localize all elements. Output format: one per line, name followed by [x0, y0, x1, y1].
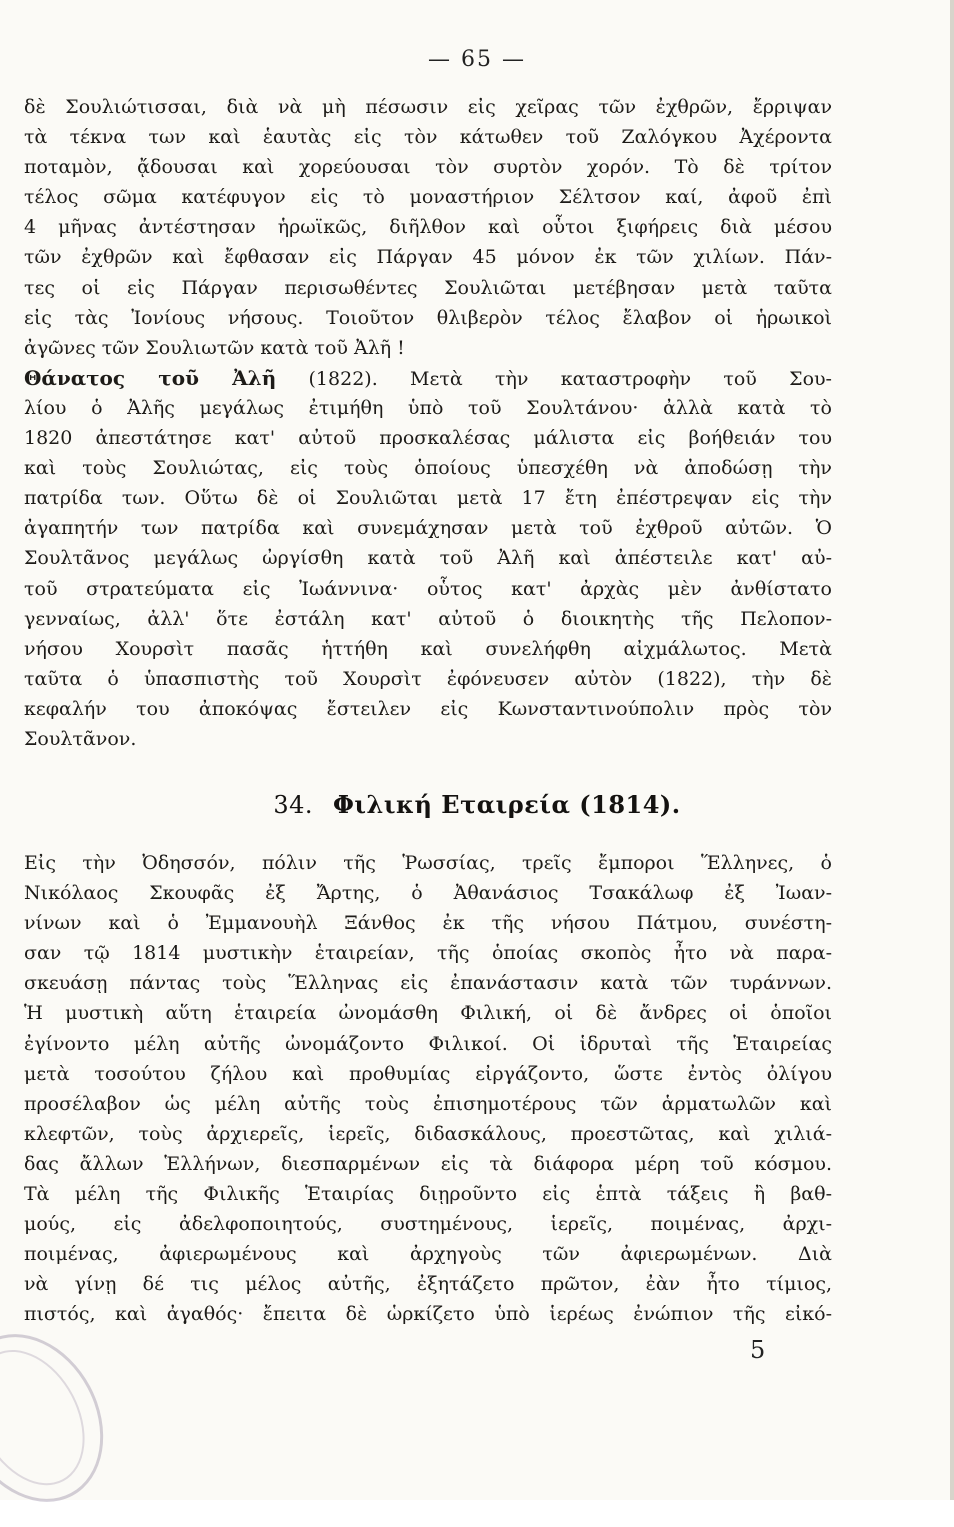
text-line: μετὰ τοσούτου ζήλου καὶ προθυμίας εἰργάζοντο, ὥστε ἐντὸς ὀλίγου	[24, 1062, 832, 1085]
text-line: ἀγῶνες τῶν Σουλιωτῶν κατὰ τοῦ Ἀλῆ !	[24, 336, 405, 359]
text-line: σαν τῷ 1814 μυστικὴν ἑταιρείαν, τῆς ὁποίας σκοπὸς ἦτο νὰ παρα-	[24, 942, 832, 965]
section-number: 34.	[273, 791, 314, 819]
text-line: ποταμὸν, ᾄδουσαι καὶ χορεύουσαι τὸν συρτὸν χορόν. Τὸ δὲ τρίτον	[24, 156, 832, 179]
section-heading	[0, 790, 954, 819]
text-line: κλεφτῶν, τοὺς ἀρχιερεῖς, ἱερεῖς, διδασκάλους, προεστῶτας, καὶ χιλιά-	[24, 1122, 832, 1145]
text-line: τοῦ στρατεύματα εἰς Ἰωάννινα· οὗτος κατ' ἀρχὰς μὲν ἀνθίστατο	[24, 577, 832, 600]
section-title: Φιλική Εταιρεία (1814).	[333, 790, 681, 819]
text-line: Εἰς τὴν Ὀδησσόν, πόλιν τῆς Ῥωσσίας, τρεῖς ἔμποροι Ἕλληνες, ὁ	[24, 852, 832, 874]
text-line: δας ἄλλων Ἑλλήνων, διεσπαρμένων εἰς τὰ διάφορα μέρη τοῦ κόσμου.	[24, 1152, 832, 1175]
text-line: σκευάσῃ πάντας τοὺς Ἕλληνας εἰς ἐπανάστασιν κατὰ τῶν τυράννων.	[24, 972, 832, 995]
text-line: Σουλτᾶνος μεγάλως ὠργίσθη κατὰ τοῦ Ἀλῆ καὶ ἀπέστειλε κατ' αὐ-	[24, 547, 832, 570]
text-line: τες οἱ εἰς Πάργαν περισωθέντες Σουλιῶται μετέβησαν μετὰ ταῦτα	[24, 276, 832, 299]
text-line: κεφαλήν του ἀποκόψας ἔστειλεν εἰς Κωνσταντινούπολιν πρὸς τὸν	[24, 697, 832, 720]
text-line: Ἡ μυστικὴ αὕτη ἑταιρεία ὠνομάσθη Φιλική, οἱ δὲ ἄνδρες οἱ ὁποῖοι	[24, 1002, 832, 1025]
page-edge	[950, 0, 954, 1500]
text-line: γενναίως, ἀλλ' ὅτε ἐστάλη κατ' αὐτοῦ ὁ διοικητὴς τῆς Πελοπον-	[24, 607, 832, 630]
text-line: μούς, εἰς ἀδελφοποιητούς, συστημένους, ἱερεῖς, ποιμένας, ἀρχι-	[24, 1213, 832, 1236]
inline-heading-continuation: (1822). Μετὰ τὴν καταστροφὴν τοῦ Σου-	[276, 367, 832, 390]
text-line: καὶ τοὺς Σουλιώτας, εἰς τοὺς ὁποίους ὑπεσχέθη νὰ ἀποδώσῃ τὴν	[24, 457, 832, 480]
text-line-with-inline-heading	[24, 363, 832, 393]
text-line: Σουλτᾶνον.	[24, 727, 137, 750]
text-line: νήσου Χουρσὶτ πασᾶς ἡττήθη καὶ συνελήφθη αἰχμάλωτος. Μετὰ	[24, 637, 832, 660]
text-line: λίου ὁ Ἀλῆς μεγάλως ἐτιμήθη ὑπὸ τοῦ Σουλτάνου· ἀλλὰ κατὰ τὸ	[24, 396, 832, 419]
text-line: 1820 ἀπεστάτησε κατ' αὐτοῦ προσκαλέσας μάλιστα εἰς βοήθειάν του	[24, 427, 832, 450]
text-line: τέλος σῶμα κατέφυγον εἰς τὸ μοναστήριον Σέλτσον καί, ἀφοῦ ἐπὶ	[24, 186, 832, 209]
text-line: 4 μῆνας ἀντέστησαν ἡρωϊκῶς, διῆλθον καὶ οὗτοι ξιφήρεις διὰ μέσου	[24, 216, 832, 239]
text-line: τὰ τέκνα των καὶ ἑαυτὰς εἰς τὸν κάτωθεν τοῦ Ζαλόγκου Ἀχέροντα	[24, 126, 832, 149]
text-line: εἰς τὰς Ἰονίους νήσους. Τοιοῦτον θλιβερὸν τέλος ἔλαβον οἱ ἡρωικοὶ	[24, 306, 832, 329]
text-line: ἐγίνοντο μέλη αὐτῆς ὠνομάζοντο Φιλικοί. Οἱ ἱδρυταὶ τῆς Ἑταιρείας	[24, 1032, 832, 1055]
text-line: Νικόλαος Σκουφᾶς ἐξ Ἄρτης, ὁ Ἀθανάσιος Τσακάλωφ ἐξ Ἰωαν-	[24, 882, 832, 905]
paragraph-filiki-etaireia	[24, 848, 832, 1330]
page-number: — 65 —	[428, 47, 526, 72]
text-line: ταῦτα ὁ ὑπασπιστὴς τοῦ Χουρσὶτ ἐφόνευσεν αὐτὸν (1822), τὴν δὲ	[24, 667, 832, 690]
paragraph-souli-and-ali	[24, 92, 832, 754]
text-line: ποιμένας, ἀφιερωμένους καὶ ἀρχηγοὺς τῶν ἀφιερωμένων. Διὰ	[24, 1243, 832, 1266]
library-stamp	[0, 1309, 131, 1527]
text-line: Τὰ μέλη τῆς Φιλικῆς Ἑταιρίας διῃροῦντο εἰς ἑπτὰ τάξεις ἢ βαθ-	[24, 1183, 832, 1206]
text-line: τῶν ἐχθρῶν καὶ ἔφθασαν εἰς Πάργαν 45 μόνον ἐκ τῶν χιλίων. Πάν-	[24, 246, 832, 269]
text-line: νὰ γίνῃ δέ τις μέλος αὐτῆς, ἐξητάζετο πρῶτον, ἐὰν ἦτο τίμιος,	[24, 1273, 832, 1296]
text-line: πιστός, καὶ ἀγαθός· ἔπειτα δὲ ὡρκίζετο ὑπὸ ἱερέως ἐνώπιον τῆς εἰκό-	[24, 1303, 832, 1326]
text-line: ἀγαπητήν των πατρίδα καὶ συνεμάχησαν μετὰ τοῦ ἐχθροῦ αὐτῶν. Ὁ	[24, 517, 832, 540]
printer-signature-mark: 5	[750, 1336, 766, 1364]
inline-heading-death-of-ali: Θάνατος τοῦ Ἀλῆ	[24, 365, 277, 390]
text-line: δὲ Σουλιώτισσαι, διὰ νὰ μὴ πέσωσιν εἰς χεῖρας τῶν ἐχθρῶν, ἔρριψαν	[24, 96, 832, 118]
text-line: πατρίδα των. Οὕτω δὲ οἱ Σουλιῶται μετὰ 17 ἔτη ἐπέστρεψαν εἰς τὴν	[24, 487, 832, 510]
text-line: προσέλαβον ὡς μέλη αὐτῆς τοὺς ἐπισημοτέρους τῶν ἁρματωλῶν καὶ	[24, 1092, 832, 1115]
text-line: νίνων καὶ ὁ Ἐμμανουὴλ Ξάνθος ἐκ τῆς νήσου Πάτμου, συνέστη-	[24, 912, 832, 935]
